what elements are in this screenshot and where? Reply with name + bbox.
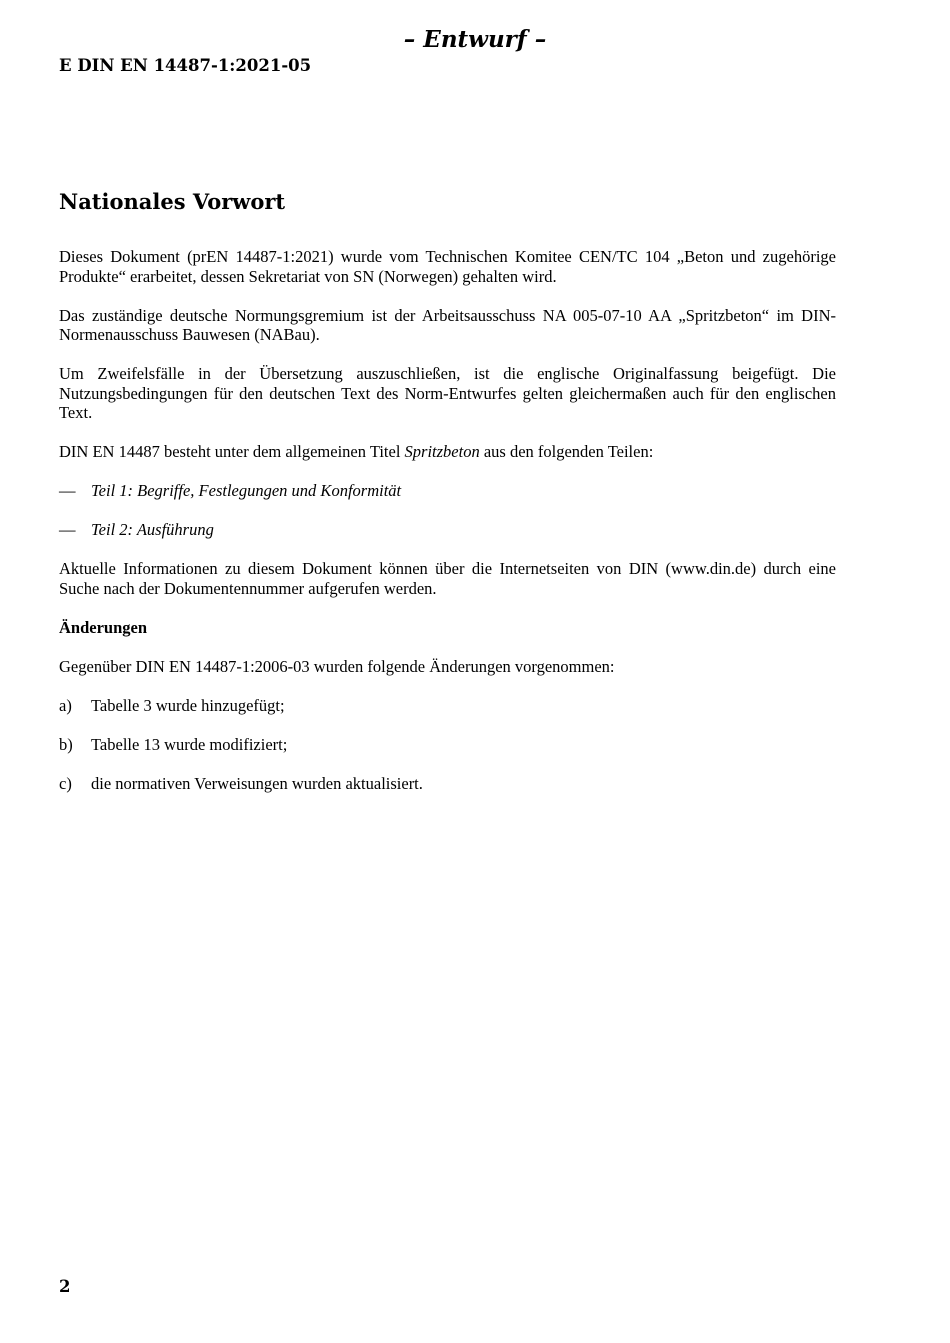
list-dash: — xyxy=(59,481,76,500)
paragraph-working-committee: Das zuständige deutsche Normungsgremium ist der Arbeitsausschuss NA 005-07-10 AA „Spritzbeton“ im DIN-Normenausschuss Bauwesen (NABau). xyxy=(59,305,836,344)
list-item-text: Teil 1: Begriffe, Festlegungen und Konformität xyxy=(91,481,402,500)
paragraph-committee: Dieses Dokument (prEN 14487-1:2021) wurde vom Technischen Komitee CEN/TC 104 „Beton und zugehörige Produkte“ erarbeitet, dessen Sekretariat von SN (Norwegen) gehalten wird. xyxy=(59,247,836,286)
list-letter: a) xyxy=(59,695,72,715)
changes-list-item xyxy=(59,696,836,716)
changes-title: Änderungen xyxy=(59,617,148,637)
list-letter: c) xyxy=(59,773,72,793)
list-letter: b) xyxy=(59,734,73,754)
list-item-text: Tabelle 13 wurde modifiziert; xyxy=(91,734,288,754)
document-id: E DIN EN 14487-1:2021-05 xyxy=(59,56,312,75)
paragraph-translation: Um Zweifelsfälle in der Übersetzung auszuschließen, ist die englische Originalfassung beigefügt. Die Nutzungsbedingungen für den deutschen Text des Norm-Entwurfes gelten gleichermaßen auch für den englischen Text. xyxy=(59,364,836,422)
draft-watermark-heading: – Entwurf – xyxy=(403,26,547,53)
page-number: 2 xyxy=(59,1277,71,1296)
list-item-text: die normativen Verweisungen wurden aktualisiert. xyxy=(91,773,423,793)
parts-list-item xyxy=(59,481,836,501)
list-item-text: Teil 2: Ausführung xyxy=(91,520,214,539)
section-title: Nationales Vorwort xyxy=(59,189,286,214)
parts-intro-title: Spritzbeton xyxy=(404,442,480,461)
parts-intro-after: aus den folgenden Teilen: xyxy=(479,442,654,461)
changes-list-item xyxy=(59,774,836,794)
parts-list-item xyxy=(59,520,836,540)
paragraph-din-info: Aktuelle Informationen zu diesem Dokument können über die Internetseiten von DIN (www.din.de) durch eine Suche nach der Dokumentennummer aufgerufen werden. xyxy=(59,559,836,598)
list-item-text: Tabelle 3 wurde hinzugefügt; xyxy=(91,695,285,715)
list-dash: — xyxy=(59,520,76,539)
paragraph-parts-intro xyxy=(59,442,836,462)
changes-intro: Gegenüber DIN EN 14487-1:2006-03 wurden folgende Änderungen vorgenommen: xyxy=(59,656,615,676)
parts-intro-before: DIN EN 14487 besteht unter dem allgemeinen Titel xyxy=(59,442,405,461)
changes-list-item xyxy=(59,735,836,755)
main-content xyxy=(59,188,836,813)
